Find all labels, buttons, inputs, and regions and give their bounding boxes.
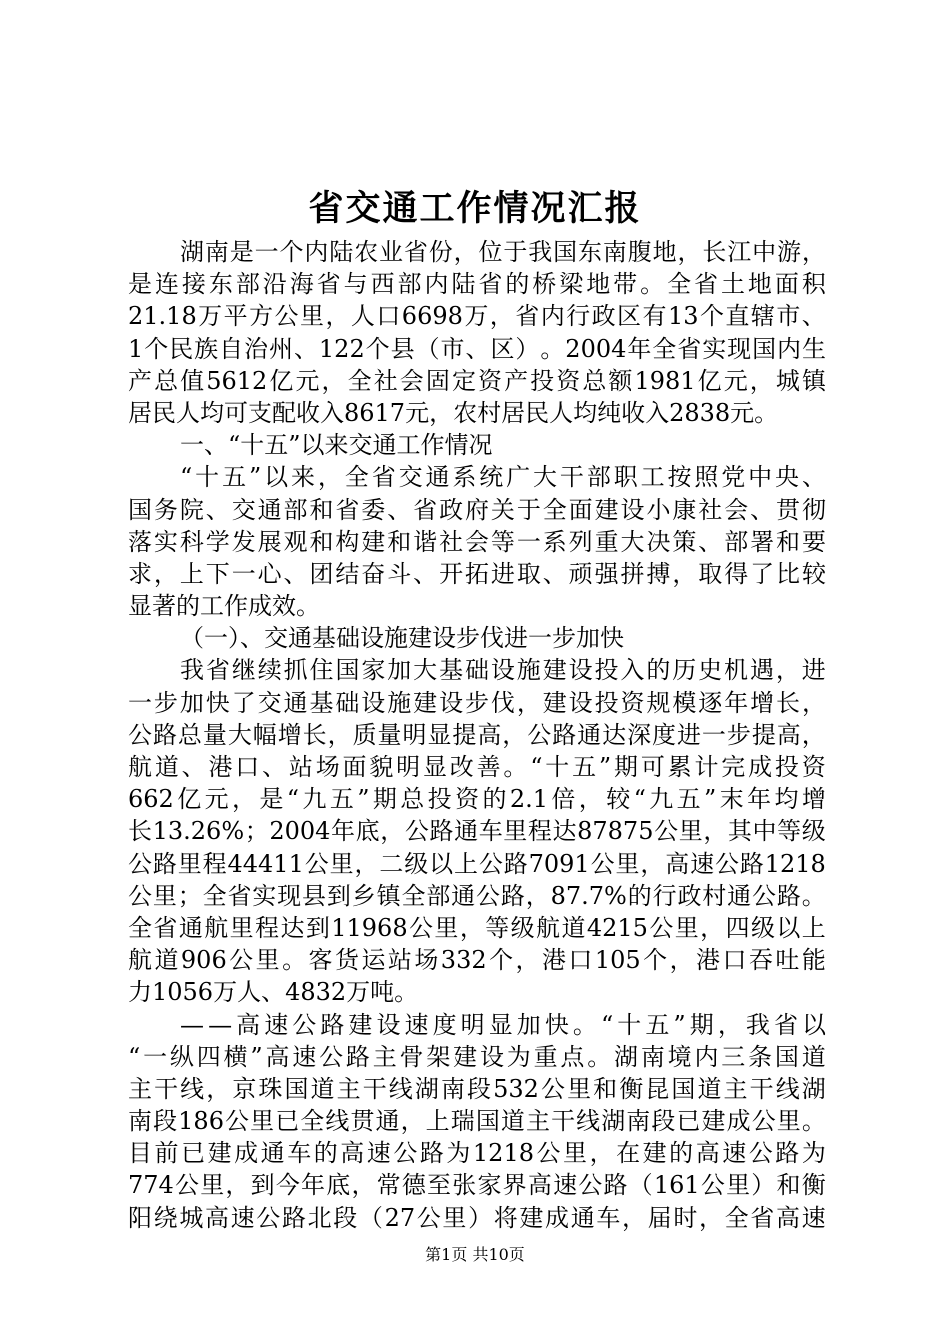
subsection-heading: （一）、交通基础设施建设步伐进一步加快 bbox=[180, 624, 624, 653]
text-line: 显著的工作成效。 bbox=[128, 592, 320, 621]
text-line: 南 段 186 公 里 已 全 线 贯 通 ， 上 瑞 国 道 主 干 线 湖 南 段 已 建 成 公 里 。 bbox=[128, 1107, 826, 1136]
text-line: 1 个 民 族 自 治 州 、 122 个 县 （ 市 、 区 ） 。 2004 年 全 省 实 现 国 内 生 bbox=[128, 334, 826, 363]
text-line: 公 路 总 量 大 幅 增 长 ， 质 量 明 显 提 高 ， 公 路 通 达 深 度 进 一 步 提 高 ， bbox=[128, 720, 826, 749]
text-line: 产 总 值 5612 亿 元 ， 全 社 会 固 定 资 产 投 资 总 额 1981 亿 元 ， 城 镇 bbox=[128, 366, 826, 395]
text-line: 阳 绕 城 高 速 公 路 北 段 （ 27 公 里 ） 将 建 成 通 车 ， 届 时 ， 全 省 高 速 bbox=[128, 1203, 826, 1232]
section-heading: 一、“十五”以来交通工作情况 bbox=[180, 431, 493, 460]
text-line: 航 道 、 港 口 、 站 场 面 貌 明 显 改 善 。 “ 十 五 ” 期 可 累 计 完 成 投 资 bbox=[128, 753, 826, 781]
text-line: 我 省 继 续 抓 住 国 家 加 大 基 础 设 施 建 设 投 入 的 历 史 机 遇 ， 进 bbox=[180, 656, 826, 685]
text-line: 目 前 已 建 成 通 车 的 高 速 公 路 为 1218 公 里 ， 在 建 的 高 速 公 路 为 bbox=[128, 1139, 826, 1168]
text-line: 国 务 院 、 交 通 部 和 省 委 、 省 政 府 关 于 全 面 建 设 小 康 社 会 、 贯 彻 bbox=[128, 495, 826, 524]
document-title: 省交通工作情况汇报 bbox=[308, 188, 642, 229]
page-number: 第1页 共10页 bbox=[425, 1245, 525, 1264]
text-line: 全 省 通 航 里 程 达 到 11968 公 里 ， 等 级 航 道 4215 公 里 ， 四 级 以 上 bbox=[128, 913, 826, 942]
text-line: “ 十 五 ” 以 来 ， 全 省 交 通 系 统 广 大 干 部 职 工 按 照 党 中 央 、 bbox=[180, 463, 826, 492]
text-line: 力1056万人、4832万吨。 bbox=[128, 978, 419, 1007]
text-line: 主 干 线 ， 京 珠 国 道 主 干 线 湖 南 段 532 公 里 和 衡 昆 国 道 主 干 线 湖 bbox=[128, 1074, 826, 1103]
text-line: 湖 南 是 一 个 内 陆 农 业 省 份 ， 位 于 我 国 东 南 腹 地 ， 长 江 中 游 ， bbox=[180, 238, 826, 266]
text-line: 长 13.26% ； 2004 年 底 ， 公 路 通 车 里 程 达 87875 公 里 ， 其 中 等 级 bbox=[128, 817, 826, 846]
text-line: 21.18 万 平 方 公 里 ， 人 口 6698 万 ， 省 内 行 政 区 有 13 个 直 辖 市 、 bbox=[128, 302, 826, 331]
document-body bbox=[128, 236, 826, 1234]
text-line: 求 ， 上 下 一 心 、 团 结 奋 斗 、 开 拓 进 取 、 顽 强 拼 搏 ， 取 得 了 比 较 bbox=[128, 559, 826, 588]
text-line: 公 路 里 程 44411 公 里 ， 二 级 以 上 公 路 7091 公 里 ， 高 速 公 路 1218 bbox=[128, 849, 826, 878]
text-line: 航 道 906 公 里 。 客 货 运 站 场 332 个 ， 港 口 105 个 ， 港 口 吞 吐 能 bbox=[128, 946, 826, 975]
text-line: 一 步 加 快 了 交 通 基 础 设 施 建 设 步 伐 ， 建 设 投 资 规 模 逐 年 增 长 ， bbox=[128, 688, 826, 717]
text-line: — — 高 速 公 路 建 设 速 度 明 显 加 快 。 “ 十 五 ” 期 ， 我 省 以 bbox=[180, 1010, 826, 1039]
text-line: 是 连 接 东 部 沿 海 省 与 西 部 内 陆 省 的 桥 梁 地 带 。 全 省 土 地 面 积 bbox=[128, 270, 826, 299]
text-line: 居民人均可支配收入8617元，农村居民人均纯收入2838元。 bbox=[128, 398, 779, 427]
text-line: 774 公 里 ， 到 今 年 底 ， 常 德 至 张 家 界 高 速 公 路 （ 161 公 里 ） 和 衡 bbox=[128, 1171, 826, 1200]
text-line: 落 实 科 学 发 展 观 和 构 建 和 谐 社 会 等 一 系 列 重 大 决 策 、 部 署 和 要 bbox=[128, 527, 826, 556]
text-line: “ 一 纵 四 横 ” 高 速 公 路 主 骨 架 建 设 为 重 点 。 湖 南 境 内 三 条 国 道 bbox=[128, 1042, 826, 1071]
text-line: 662 亿 元 ， 是 “ 九 五 ” 期 总 投 资 的 2.1 倍 ， 较 “ 九 五 ” 末 年 均 增 bbox=[128, 785, 826, 814]
text-line: 公 里 ； 全 省 实 现 县 到 乡 镇 全 部 通 公 路 ， 87.7% 的 行 政 村 通 公 路 。 bbox=[128, 881, 826, 910]
